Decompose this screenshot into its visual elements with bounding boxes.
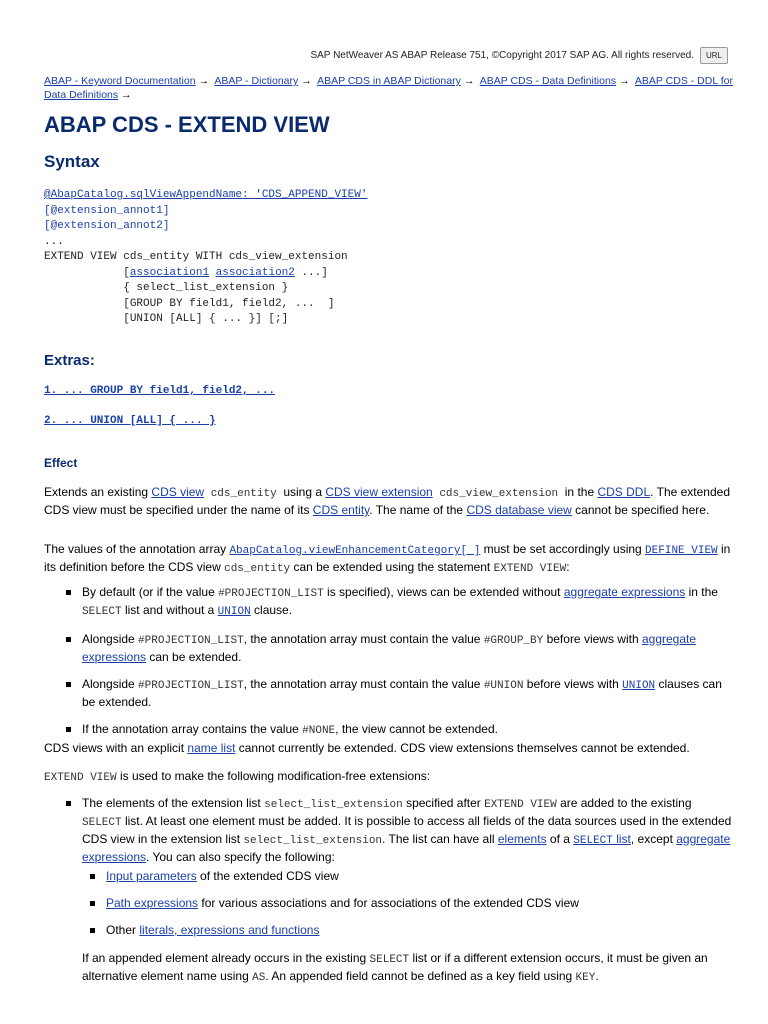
syntax-line-extension-annot2[interactable]: [@extension_annot2] xyxy=(44,220,170,232)
syntax-heading: Syntax xyxy=(44,152,100,171)
bullet-icon xyxy=(66,727,71,732)
breadcrumb-cds-in-dictionary[interactable]: ABAP CDS in ABAP Dictionary xyxy=(317,75,461,87)
text: can be extended. xyxy=(146,650,242,664)
text: The values of the annotation array xyxy=(44,542,230,556)
cds-database-view-link[interactable]: CDS database view xyxy=(466,503,572,517)
list-item xyxy=(82,895,732,911)
code-cds-entity: cds_entity xyxy=(224,563,291,575)
code-extend-view: EXTEND VIEW xyxy=(493,563,567,575)
bullet-icon xyxy=(66,637,71,642)
text: list. At least one element must be added. It is possible to access all fields of the data sources used in the extended CDS view in the extension list xyxy=(82,814,732,846)
extras-heading: Extras: xyxy=(44,352,95,369)
code-projection-list: #PROJECTION_LIST xyxy=(218,588,324,600)
text: , the annotation array must contain the value xyxy=(243,677,484,691)
cds-view-link[interactable]: CDS view xyxy=(151,485,205,499)
syntax-block xyxy=(44,188,367,328)
extension-list xyxy=(44,795,734,865)
code-key: KEY xyxy=(575,972,596,984)
bullet-icon xyxy=(90,928,95,933)
release-header xyxy=(310,47,728,64)
list-item xyxy=(44,795,734,865)
syntax-line-annotation[interactable]: @AbapCatalog.sqlViewAppendName: 'CDS_APPEND_VIEW' xyxy=(44,189,368,201)
enhancement-category-list xyxy=(44,584,734,739)
code-extend-view: EXTEND VIEW xyxy=(44,772,117,784)
code-union: #UNION xyxy=(483,680,524,692)
extension-sub-list xyxy=(82,868,732,938)
select-list-link-suffix[interactable]: list xyxy=(612,832,631,846)
breadcrumb-ddl[interactable]: ABAP CDS - DDL for Data Definitions xyxy=(44,75,733,101)
input-parameters-link[interactable]: Input parameters xyxy=(106,869,197,883)
breadcrumb-separator: → xyxy=(301,75,312,87)
breadcrumb-separator: → xyxy=(198,75,210,87)
text: , except xyxy=(630,832,677,846)
list-item xyxy=(44,631,734,665)
text: is used to make the following modification-free extensions: xyxy=(116,769,431,783)
list-item xyxy=(44,676,734,710)
text: in its definition before the CDS view xyxy=(44,542,731,574)
effect-heading: Effect xyxy=(44,456,78,470)
text: . An appended field cannot be defined as a key field using xyxy=(265,969,576,983)
text: Other xyxy=(106,923,140,937)
text: CDS views with an explicit xyxy=(44,741,188,755)
text: If the annotation array contains the value xyxy=(82,722,303,736)
text: . You can also specify the following: xyxy=(146,850,335,864)
text: Extends an existing xyxy=(44,485,152,499)
syntax-bracket: [ xyxy=(44,266,130,279)
breadcrumb-separator: → xyxy=(121,89,132,101)
code-cds-view-extension: cds_view_extension xyxy=(432,488,565,500)
code-group-by: #GROUP_BY xyxy=(483,635,544,647)
breadcrumb-data-definitions[interactable]: ABAP CDS - Data Definitions xyxy=(479,75,617,87)
code-select: SELECT xyxy=(82,606,122,618)
define-view-link[interactable]: DEFINE VIEW xyxy=(645,545,718,557)
breadcrumb-separator: → xyxy=(619,75,630,87)
view-enhancement-category-link[interactable]: AbapCatalog.viewEnhancementCategory[ ] xyxy=(229,545,481,557)
modifications-intro xyxy=(44,768,734,786)
bullet-icon xyxy=(66,590,71,595)
list-item xyxy=(82,922,732,938)
union-link[interactable]: UNION xyxy=(217,606,251,618)
syntax-line-select-list: { select_list_extension } xyxy=(44,282,289,294)
code-projection-list: #PROJECTION_LIST xyxy=(138,635,244,647)
code-none: #NONE xyxy=(302,725,336,737)
breadcrumb-dictionary[interactable]: ABAP - Dictionary xyxy=(214,75,299,87)
code-as: AS xyxy=(252,972,266,984)
text: cannot currently be extended. CDS view extensions themselves cannot be extended. xyxy=(235,741,690,755)
union-link[interactable]: UNION xyxy=(622,680,656,692)
text: before views with xyxy=(523,677,623,691)
text: of the extended CDS view xyxy=(196,869,339,883)
text: clauses can be extended. xyxy=(82,677,722,709)
cds-ddl-link[interactable]: CDS DDL xyxy=(597,485,651,499)
text: . The list can have all xyxy=(382,832,498,846)
text: before views with xyxy=(543,632,642,646)
association2-link[interactable]: association2 xyxy=(215,266,295,279)
text: If an appended element already occurs in the existing xyxy=(82,951,370,965)
bullet-icon xyxy=(90,874,95,879)
aggregate-expressions-link[interactable]: aggregate expressions xyxy=(82,632,697,664)
syntax-line-extend-view: EXTEND VIEW cds_entity WITH cds_view_extension xyxy=(44,251,348,263)
breadcrumb xyxy=(44,74,734,102)
text: clause. xyxy=(250,603,293,617)
text: for various associations and for associations of the extended CDS view xyxy=(198,896,579,910)
name-list-link[interactable]: name list xyxy=(187,741,236,755)
aggregate-expressions-link[interactable]: aggregate expressions xyxy=(82,832,731,864)
bullet-icon xyxy=(90,901,95,906)
code-select-list-extension: select_list_extension xyxy=(243,835,383,847)
bullet-icon xyxy=(66,682,71,687)
text: : xyxy=(566,560,570,574)
text: specified after xyxy=(402,796,485,810)
text: in the xyxy=(564,485,598,499)
code-cds-entity: cds_entity xyxy=(204,488,284,500)
code-extend-view: EXTEND VIEW xyxy=(484,799,557,811)
elements-link[interactable]: elements xyxy=(497,832,547,846)
cds-entity-link[interactable]: CDS entity xyxy=(312,503,370,517)
code-select: SELECT xyxy=(82,817,122,829)
list-item xyxy=(44,584,734,620)
url-button[interactable]: URL xyxy=(700,47,728,64)
text: must be set accordingly using xyxy=(480,542,646,556)
effect-paragraph-2 xyxy=(44,541,734,577)
breadcrumb-keyword-documentation[interactable]: ABAP - Keyword Documentation xyxy=(44,75,196,87)
text: of a xyxy=(546,832,574,846)
list-item xyxy=(82,868,732,884)
name-list-paragraph xyxy=(44,740,734,756)
syntax-bracket-end: ...] xyxy=(294,266,328,279)
text: By default (or if the value xyxy=(82,585,219,599)
syntax-line-ellipsis: ... xyxy=(44,235,64,248)
page-title: ABAP CDS - EXTEND VIEW xyxy=(44,112,330,137)
text: Alongside xyxy=(82,677,139,691)
text: The elements of the extension list xyxy=(82,796,265,810)
text: . The extended CDS view must be specified under the name of its xyxy=(44,485,730,517)
text: can be extended using the statement xyxy=(290,560,494,574)
extra-union-link[interactable]: 2. ... UNION [ALL] { ... } xyxy=(44,415,216,427)
literals-expressions-functions-link[interactable]: literals, expressions and functions xyxy=(139,923,320,937)
effect-paragraph-1 xyxy=(44,484,734,518)
syntax-line-union: [UNION [ALL] { ... }] [;] xyxy=(44,313,289,325)
select-list-link[interactable]: SELECT xyxy=(573,835,613,847)
cds-view-extension-link[interactable]: CDS view extension xyxy=(325,485,433,499)
text: . The name of the xyxy=(369,503,467,517)
code-select-list-extension: select_list_extension xyxy=(264,799,403,811)
release-text: SAP NetWeaver AS ABAP Release 751, ©Copyright 2017 SAP AG. All rights reserved. xyxy=(310,50,694,61)
association1-link[interactable]: association1 xyxy=(129,266,210,279)
aggregate-expressions-link[interactable]: aggregate expressions xyxy=(563,585,686,599)
text: in the xyxy=(685,585,718,599)
text: using a xyxy=(283,485,326,499)
code-select: SELECT xyxy=(369,954,410,966)
breadcrumb-separator: → xyxy=(463,75,475,87)
text: Alongside xyxy=(82,632,139,646)
text: . xyxy=(595,969,599,983)
appended-element-paragraph xyxy=(82,950,732,986)
text: cannot be specified here. xyxy=(571,503,710,517)
text: , the annotation array must contain the value xyxy=(243,632,484,646)
text: list or if a different extension occurs, it must be given an alternative element name using xyxy=(82,951,708,983)
text: , the view cannot be extended. xyxy=(335,722,498,736)
text: list and without a xyxy=(121,603,218,617)
bullet-icon xyxy=(66,801,71,806)
syntax-line-group-by: [GROUP BY field1, field2, ... ] xyxy=(44,297,335,310)
text: are added to the existing xyxy=(556,796,692,810)
path-expressions-link[interactable]: Path expressions xyxy=(106,896,199,910)
list-item xyxy=(44,721,734,739)
code-projection-list: #PROJECTION_LIST xyxy=(138,680,244,692)
extra-group-by-link[interactable]: 1. ... GROUP BY field1, field2, ... xyxy=(44,385,276,397)
syntax-line-extension-annot1[interactable]: [@extension_annot1] xyxy=(44,204,170,217)
text: is specified), views can be extended without xyxy=(323,585,564,599)
